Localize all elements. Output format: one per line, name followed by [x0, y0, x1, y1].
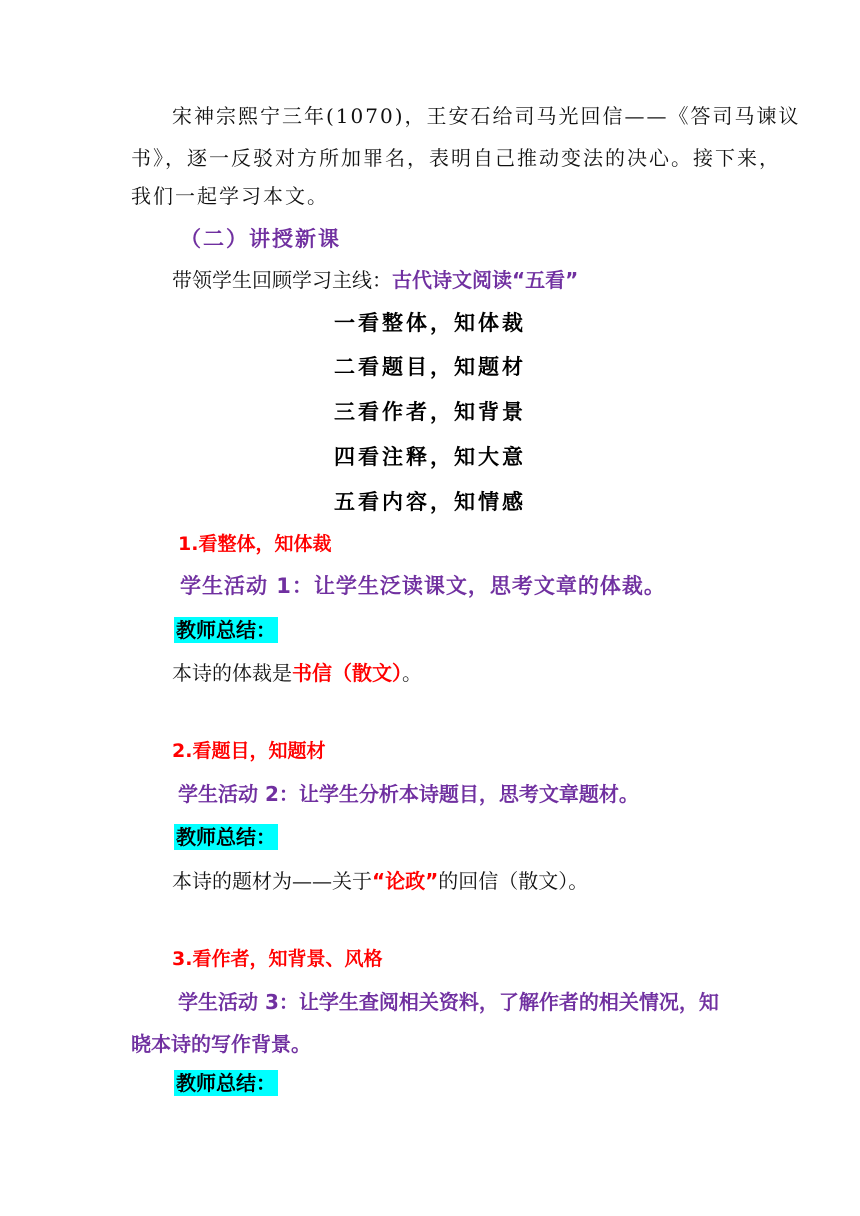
part2-activity: 学生活动 2：让学生分析本诗题目，思考文章题材。: [178, 782, 639, 806]
main-line: [172, 268, 578, 292]
five-looks-item-5: 五看内容，知情感: [334, 489, 526, 514]
section-heading: （二）讲授新课: [180, 227, 341, 251]
part1-teacher-summary-label-wrap: [174, 618, 278, 642]
part2-summary-prefix: 本诗的题材为——关于: [172, 869, 372, 893]
part2-summary: [172, 869, 588, 893]
part2-summary-highlight: “论政”: [372, 869, 439, 893]
five-looks-item-3: 三看作者，知背景: [334, 399, 526, 424]
part3-teacher-summary-label-wrap: [174, 1071, 278, 1095]
part1-teacher-summary-label: 教师总结：: [176, 618, 276, 642]
main-line-highlight: 古代诗文阅读“五看”: [392, 268, 579, 292]
intro-line-2: 书》，逐一反驳对方所加罪名，表明自己推动变法的决心。接下来，: [131, 146, 781, 170]
part1-activity: 学生活动 1：让学生泛读课文，思考文章的体裁。: [180, 574, 666, 598]
part2-teacher-summary-label: 教师总结：: [176, 825, 276, 849]
part2-summary-suffix: 的回信（散文）。: [438, 869, 589, 893]
part1-heading: 1.看整体，知体裁: [178, 533, 332, 555]
part1-summary: [172, 661, 422, 685]
part1-summary-highlight: 书信（散文）: [292, 661, 402, 685]
five-looks-item-1: 一看整体，知体裁: [334, 310, 526, 335]
part3-heading: 3.看作者，知背景、风格: [172, 948, 383, 970]
part1-summary-prefix: 本诗的体裁是: [172, 661, 292, 685]
five-looks-item-2: 二看题目，知题材: [334, 354, 526, 379]
main-line-prefix: 带领学生回顾学习主线：: [172, 268, 392, 292]
part3-activity-line-1: 学生活动 3：让学生查阅相关资料，了解作者的相关情况，知: [178, 990, 719, 1014]
five-looks-item-4: 四看注释，知大意: [334, 444, 526, 469]
part2-heading: 2.看题目，知题材: [172, 740, 326, 762]
part2-teacher-summary-label-wrap: [174, 825, 278, 849]
part3-activity-line-2: 晓本诗的写作背景。: [131, 1032, 311, 1056]
part1-summary-suffix: 。: [402, 661, 422, 685]
part3-teacher-summary-label: 教师总结：: [176, 1071, 276, 1095]
intro-line-3: 我们一起学习本文。: [131, 184, 329, 208]
intro-line-1: 宋神宗熙宁三年(1070)，王安石给司马光回信——《答司马谏议: [172, 104, 801, 128]
